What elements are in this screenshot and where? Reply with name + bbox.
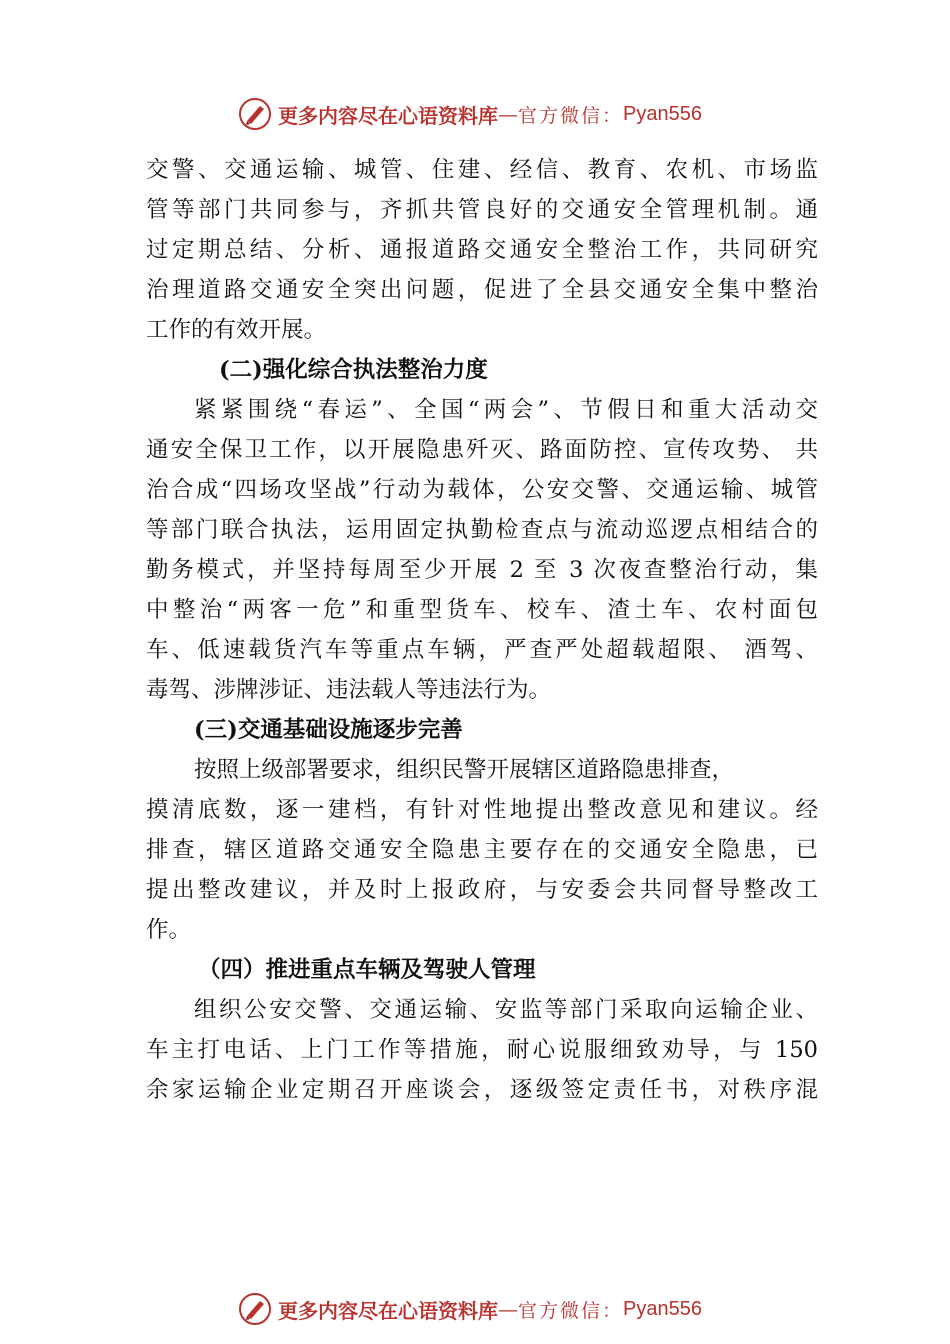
text-line: 过定期总结、分析、通报道路交通安全整治工作，共同研究 xyxy=(146,237,818,263)
pen-logo-icon xyxy=(238,97,272,131)
document-body xyxy=(146,150,818,1110)
watermark-separator: — xyxy=(498,1297,518,1321)
text-line: 按照上级部署要求，组织民警开展辖区道路隐患排查， xyxy=(194,757,735,783)
text-line: 车主打电话、上门工作等措施，耐心说服细致劝导，与 150 xyxy=(146,1037,818,1063)
text-line: 紧紧围绕“春运”、全国“两会”、节假日和重大活动交 xyxy=(194,397,818,423)
watermark-brand: 更多内容尽在心语资料库 xyxy=(278,103,498,128)
text-line: 摸清底数，逐一建档，有针对性地提出整改意见和建议。经 xyxy=(146,797,818,823)
watermark-wechat-id: Pyan556 xyxy=(623,1297,702,1320)
section-heading: （四）推进重点车辆及驾驶人管理 xyxy=(198,957,536,983)
watermark-separator: — xyxy=(498,102,518,126)
text-line: 工作的有效开展。 xyxy=(146,317,327,343)
text-line: 中整治“两客一危”和重型货车、校车、渣土车、农村面包 xyxy=(146,597,818,623)
text-line: 治理道路交通安全突出问题，促进了全县交通安全集中整治 xyxy=(146,277,818,303)
watermark-wechat-label: 官方微信： xyxy=(518,104,624,127)
paragraph xyxy=(146,390,818,710)
text-line: 余家运输企业定期召开座谈会，逐级签定责任书，对秩序混 xyxy=(146,1077,818,1103)
text-line: 等部门联合执法，运用固定执勤检查点与流动巡逻点相结合的 xyxy=(146,517,818,543)
paragraph xyxy=(146,150,818,350)
paragraph xyxy=(146,750,818,950)
paragraph xyxy=(146,990,818,1110)
header-watermark xyxy=(238,97,702,131)
text-line: 排查，辖区道路交通安全隐患主要存在的交通安全隐患，已 xyxy=(146,837,818,863)
text-line: 作。 xyxy=(146,917,192,943)
text-line: 毒驾、涉牌涉证、违法载人等违法行为。 xyxy=(146,677,552,703)
watermark-wechat-label: 官方微信： xyxy=(518,1299,624,1322)
text-line: 管等部门共同参与，齐抓共管良好的交通安全管理机制。通 xyxy=(146,197,818,223)
text-line: 通安全保卫工作，以开展隐患歼灭、路面防控、宣传攻势、 共 xyxy=(146,437,818,463)
footer-watermark xyxy=(238,1292,702,1326)
section-heading: (二)强化综合执法整治力度 xyxy=(219,357,488,383)
text-line: 勤务模式，并坚持每周至少开展 2 至 3 次夜查整治行动，集 xyxy=(146,557,818,583)
text-line: 组织公安交警、交通运输、安监等部门采取向运输企业、 xyxy=(194,997,818,1023)
text-line: 交警、交通运输、城管、住建、经信、教育、农机、市场监 xyxy=(146,157,818,183)
text-line: 治合成“四场攻坚战”行动为载体，公安交警、交通运输、城管 xyxy=(146,477,818,503)
section-heading: (三)交通基础设施逐步完善 xyxy=(194,717,463,743)
pen-logo-icon xyxy=(238,1292,272,1326)
text-line: 车、低速载货汽车等重点车辆，严查严处超载超限、 酒驾、 xyxy=(146,637,818,663)
text-line: 提出整改建议，并及时上报政府，与安委会共同督导整改工 xyxy=(146,877,818,903)
watermark-brand: 更多内容尽在心语资料库 xyxy=(278,1298,498,1323)
watermark-wechat-id: Pyan556 xyxy=(623,102,702,125)
